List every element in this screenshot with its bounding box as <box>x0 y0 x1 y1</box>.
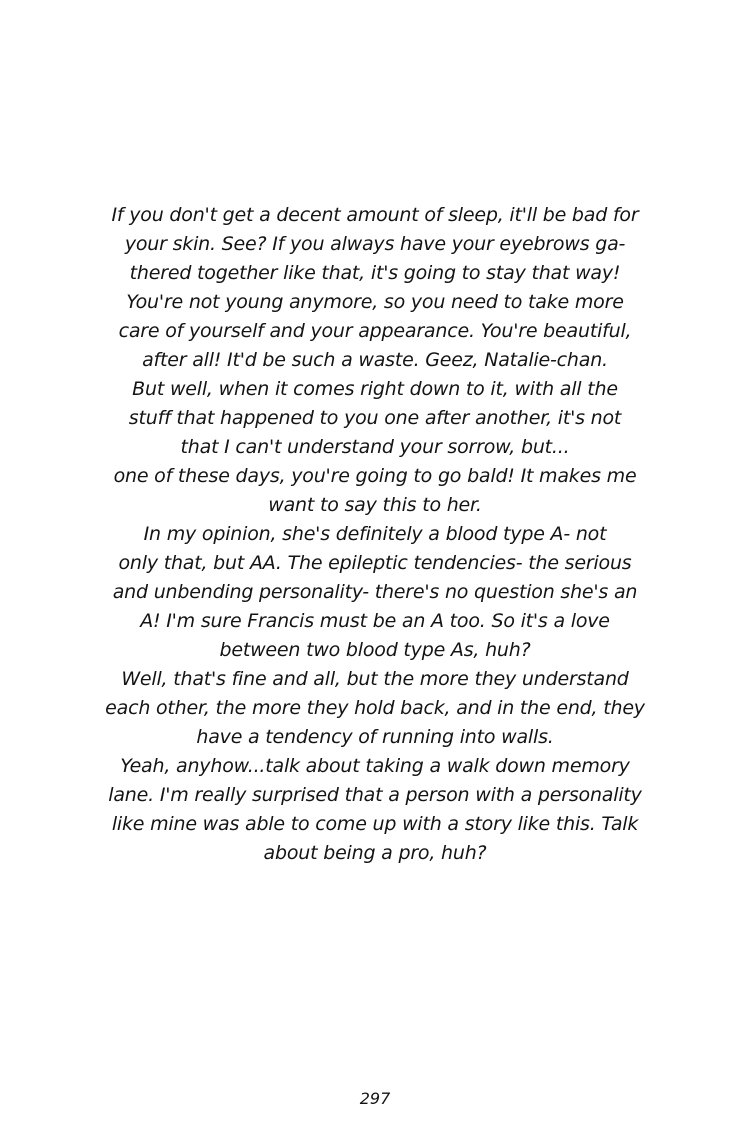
text-line: about being a pro, huh? <box>263 842 487 864</box>
text-line: Yeah, anyhow...talk about taking a walk down memory <box>120 755 630 777</box>
text-line: each other, the more they hold back, and in the end, they <box>105 697 645 719</box>
text-line: Well, that's fine and all, but the more they understand <box>121 668 629 690</box>
text-line: You're not young anymore, so you need to take more <box>126 291 624 313</box>
text-line: lane. I'm really surprised that a person with a personality <box>108 784 642 806</box>
text-line: your skin. See? If you always have your eyebrows ga- <box>124 233 626 255</box>
text-line: and unbending personality- there's no question she's an <box>112 581 638 603</box>
page-number: 297 <box>359 1089 391 1108</box>
text-line: after all! It'd be such a waste. Geez, Natalie-chan. <box>142 349 608 371</box>
text-line: But well, when it comes right down to it, with all the <box>132 378 618 400</box>
text-line: A! I'm sure Francis must be an A too. So it's a love <box>140 610 610 632</box>
text-line: have a tendency of running into walls. <box>196 726 554 748</box>
text-line: only that, but AA. The epileptic tendencies- the serious <box>118 552 632 574</box>
text-line: thered together like that, it's going to stay that way! <box>129 262 621 284</box>
text-line: care of yourself and your appearance. You're beautiful, <box>118 320 632 342</box>
body-text <box>55 201 695 868</box>
text-line: stuff that happened to you one after another, it's not <box>128 407 622 429</box>
text-line: one of these days, you're going to go bald! It makes me <box>113 465 637 487</box>
text-line: that I can't understand your sorrow, but... <box>180 436 570 458</box>
text-line: In my opinion, she's definitely a blood type A- not <box>143 523 607 545</box>
text-line: If you don't get a decent amount of sleep, it'll be bad for <box>111 204 639 226</box>
text-line: want to say this to her. <box>268 494 482 516</box>
text-line: between two blood type As, huh? <box>219 639 531 661</box>
text-line: like mine was able to come up with a story like this. Talk <box>111 813 639 835</box>
